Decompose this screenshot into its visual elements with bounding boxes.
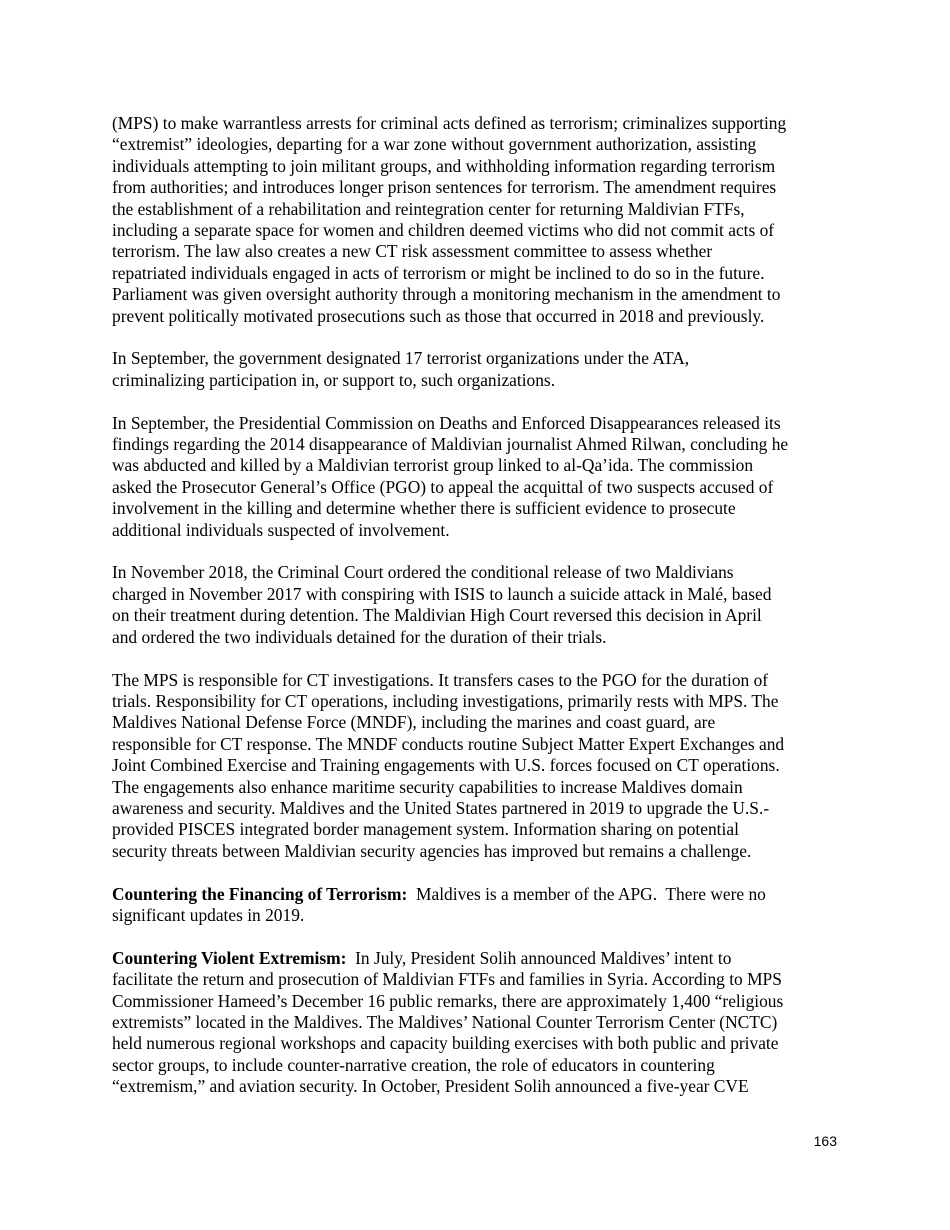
text-line: including a separate space for women and children deemed victims who did not commit acts of xyxy=(112,220,775,241)
text-line: the establishment of a rehabilitation and reintegration center for returning Maldivian FTFs, xyxy=(112,198,745,219)
text-line: sector groups, to include counter-narrative creation, the role of educators in countering xyxy=(112,1054,715,1075)
text-line: from authorities; and introduces longer prison sentences for terrorism. The amendment requires xyxy=(112,177,777,198)
text-line: charged in November 2017 with conspiring with ISIS to launch a suicide attack in Malé, based xyxy=(112,583,772,604)
text-line xyxy=(112,884,842,905)
text-line: findings regarding the 2014 disappearance of Maldivian journalist Ahmed Rilwan, concluding he xyxy=(112,434,789,455)
text-run: Maldives is a member of the APG. There were no xyxy=(407,883,766,904)
text-line: criminalizing participation in, or support to, such organizations. xyxy=(112,369,556,390)
text-line: prevent politically motivated prosecutions such as those that occurred in 2018 and previously. xyxy=(112,305,765,326)
text-line: security threats between Maldivian security agencies has improved but remains a challenge. xyxy=(112,840,752,861)
paragraph-ct-investigations xyxy=(112,670,842,863)
text-line: Commissioner Hameed’s December 16 public remarks, there are approximately 1,400 “religious xyxy=(112,990,784,1011)
text-line: extremists” located in the Maldives. The Maldives’ National Counter Terrorism Center (NCTC) xyxy=(112,1011,778,1032)
text-line: trials. Responsibility for CT operations, including investigations, primarily rests with MPS. The xyxy=(112,690,779,711)
text-line: “extremism,” and aviation security. In October, President Solih announced a five-year CVE xyxy=(112,1076,749,1097)
text-line: involvement in the killing and determine whether there is sufficient evidence to prosecute xyxy=(112,498,736,519)
text-line: In September, the government designated 17 terrorist organizations under the ATA, xyxy=(112,348,690,369)
paragraph-ata-amendment xyxy=(112,113,842,327)
text-line: “extremist” ideologies, departing for a war zone without government authorization, assisting xyxy=(112,134,757,155)
section-heading-cve: Countering Violent Extremism: xyxy=(112,947,347,968)
text-line: Maldives National Defense Force (MNDF), including the marines and coast guard, are xyxy=(112,712,716,733)
text-line: terrorism. The law also creates a new CT risk assessment committee to assess whether xyxy=(112,241,713,262)
document-body xyxy=(112,113,842,1119)
text-line: Parliament was given oversight authority through a monitoring mechanism in the amendment to xyxy=(112,284,781,305)
paragraph-terrorist-designations xyxy=(112,348,842,391)
text-line: facilitate the return and prosecution of Maldivian FTFs and families in Syria. According to MPS xyxy=(112,969,782,990)
paragraph-criminal-court xyxy=(112,562,842,648)
section-heading-financing: Countering the Financing of Terrorism: xyxy=(112,883,408,904)
text-line: asked the Prosecutor General’s Office (PGO) to appeal the acquittal of two suspects accused of xyxy=(112,476,774,497)
text-line: repatriated individuals engaged in acts of terrorism or might be inclined to do so in the future. xyxy=(112,262,765,283)
text-line: responsible for CT response. The MNDF conducts routine Subject Matter Expert Exchanges and xyxy=(112,733,785,754)
text-line: individuals attempting to join militant groups, and withholding information regarding terrorism xyxy=(112,155,776,176)
text-line: on their treatment during detention. The Maldivian High Court reversed this decision in April xyxy=(112,605,762,626)
text-line: (MPS) to make warrantless arrests for criminal acts defined as terrorism; criminalizes supporting xyxy=(112,113,787,133)
paragraph-presidential-commission xyxy=(112,413,842,541)
text-line: The MPS is responsible for CT investigations. It transfers cases to the PGO for the duration of xyxy=(112,669,769,690)
text-line: In November 2018, the Criminal Court ordered the conditional release of two Maldivians xyxy=(112,562,734,583)
page-number: 163 xyxy=(813,1133,837,1149)
text-line: The engagements also enhance maritime security capabilities to increase Maldives domain xyxy=(112,776,743,797)
text-line: provided PISCES integrated border management system. Information sharing on potential xyxy=(112,819,739,840)
text-line: In September, the Presidential Commission on Deaths and Enforced Disappearances released its xyxy=(112,412,781,433)
text-line: Joint Combined Exercise and Training engagements with U.S. forces focused on CT operations. xyxy=(112,755,780,776)
text-line xyxy=(112,948,842,969)
text-line: awareness and security. Maldives and the United States partnered in 2019 to upgrade the U.S.- xyxy=(112,797,770,818)
text-run: In July, President Solih announced Maldives’ intent to xyxy=(346,947,732,968)
paragraph-financing-terrorism xyxy=(112,884,842,927)
text-line: and ordered the two individuals detained for the duration of their trials. xyxy=(112,626,607,647)
text-line: additional individuals suspected of involvement. xyxy=(112,519,450,540)
text-line: significant updates in 2019. xyxy=(112,904,305,925)
text-line: held numerous regional workshops and capacity building exercises with both public and private xyxy=(112,1033,779,1054)
paragraph-violent-extremism xyxy=(112,948,842,1098)
text-line: was abducted and killed by a Maldivian terrorist group linked to al-Qa’ida. The commission xyxy=(112,455,754,476)
